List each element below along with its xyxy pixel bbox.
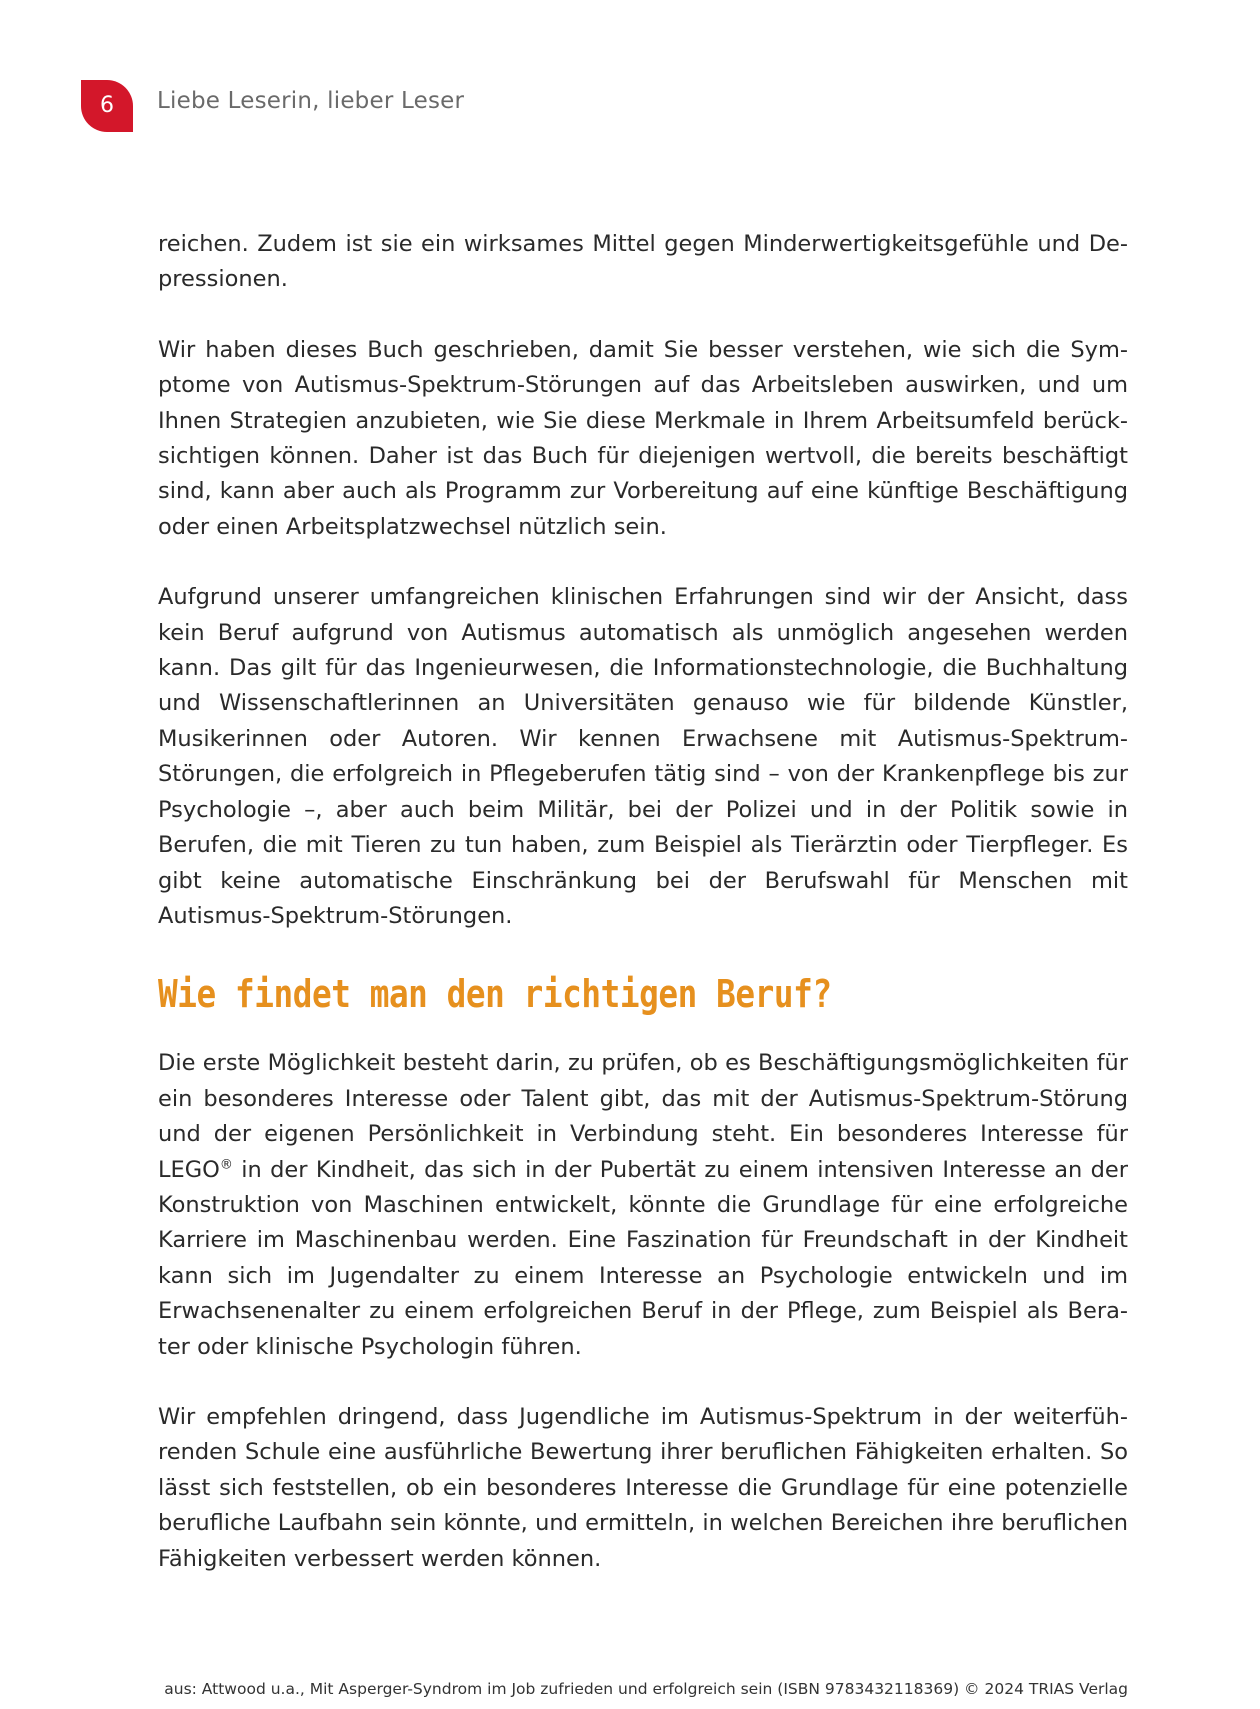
paragraph-4-text-b: in der Kindheit, das sich in der Pubertät zu einem intensiven Interesse an der Konstruktion von Maschinen entwickelt, könnte die Grundlage für eine erfolgreiche Karriere im Maschinenbau werden. Eine Faszination für Freundschaft in der Kindheit kann sich im Jugendalter zu einem Interesse an Psychologie entwickeln und im Erwachsenenalter zu einem erfolgreichen Beruf in der Pflege, zum Beispiel als Berater oder klinische Psychologin führen. (158, 1156, 1128, 1360)
source-footer: aus: Attwood u.a., Mit Asperger-Syndrom im Job zufrieden und erfolgreich sein (ISBN 9783432118369) © 2024 TRIAS Verlag (164, 1680, 1128, 1698)
main-text (158, 227, 1128, 1612)
page-number-badge: 6 (81, 80, 133, 132)
paragraph-3: Aufgrund unserer umfangreichen klinischen Erfahrungen sind wir der Ansicht, dass kein Beruf aufgrund von Autismus automatisch als unmöglich angesehen werden kann. Das gilt für das Ingenieurwesen, die Informationstechnologie, die Buchhaltung und Wissenschaftlerinnen an Universitäten genauso wie für bildende Künstler, Musikerinnen oder Autoren. Wir kennen Erwachsene mit Autismus-Spektrum-Störungen, die erfolgreich in Pflegeberufen tätig sind – von der Krankenpflege bis zur Psychologie –, aber auch beim Militär, bei der Polizei und in der Politik sowie in Berufen, die mit Tieren zu tun haben, zum Beispiel als Tierärztin oder Tierpfleger. Es gibt keine automatische Einschränkung bei der Berufswahl für Menschen mit Autismus-Spektrum-Störungen. (158, 584, 1128, 929)
paragraph-4-text-a: Die erste Möglichkeit besteht darin, zu prüfen, ob es Beschäftigungsmöglichkeiten für ein besonderes Interesse oder Talent gibt, das mit der Autismus-Spektrum-Störung und der eigenen Persönlichkeit in Verbindung steht. Ein besonderes Interesse für LEGO (158, 1050, 1128, 1183)
section-heading: Wie findet man den richtigen Beruf? (158, 972, 832, 1017)
paragraph-5: Wir empfehlen dringend, dass Jugendliche im Autismus-Spektrum in der weiterführenden Schule eine ausführliche Bewertung ihrer beruflichen Fähigkeiten erhalten. So lässt sich feststellen, ob ein besonderes Interesse die Grundlage für eine potenzielle berufliche Laufbahn sein könnte, und ermitteln, in welchen Bereichen ihre beruflichen Fähigkeiten verbessert werden können. (158, 1403, 1128, 1572)
paragraph-1: reichen. Zudem ist sie ein wirksames Mittel gegen Minderwertigkeitsgefühle und Depressionen. (158, 231, 1128, 293)
running-head: Liebe Leserin, lieber Leser (157, 88, 465, 114)
paragraph-4 (158, 1046, 1128, 1365)
paragraph-2: Wir haben dieses Buch geschrieben, damit Sie besser verstehen, wie sich die Symptome von Autismus-Spektrum-Störungen auf das Arbeitsleben auswirken, und um Ihnen Strategien anzubieten, wie Sie diese Merkmale in Ihrem Arbeitsumfeld berücksichtigen können. Daher ist das Buch für diejenigen wertvoll, die bereits beschäftigt sind, kann aber auch als Programm zur Vorbereitung auf eine künftige Beschäftigung oder einen Arbeitsplatzwechsel nützlich sein. (158, 336, 1128, 540)
registered-mark: ® (219, 1157, 233, 1173)
